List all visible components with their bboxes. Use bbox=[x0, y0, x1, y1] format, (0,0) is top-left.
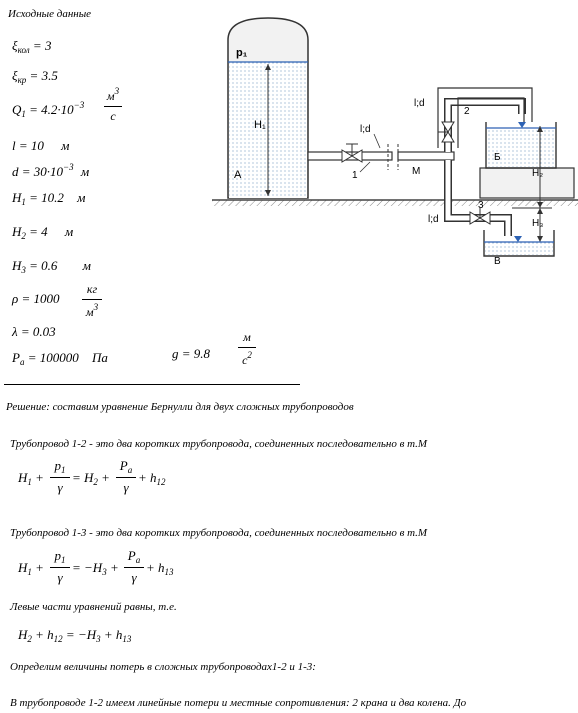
p1-label: p₁ bbox=[236, 47, 248, 59]
H1-unit: м bbox=[77, 190, 86, 205]
param-l: l = 10 м bbox=[12, 138, 70, 153]
lambda-value: 0.03 bbox=[32, 324, 56, 339]
pipe-2-label: 2 bbox=[464, 106, 470, 117]
param-H3: $H_3 = 0.6$ м bbox=[12, 258, 91, 275]
Pa-value: 100000 bbox=[39, 350, 79, 365]
eq2-loss: + $h_{13}$ bbox=[146, 560, 174, 577]
Pa-unit: Па bbox=[91, 350, 108, 365]
Q1-unit-num: м bbox=[106, 89, 115, 103]
eq1-loss: + $h_{12}$ bbox=[138, 470, 166, 487]
Q1-value: 4.2·10 bbox=[41, 102, 74, 117]
reservoir-v-level-mark bbox=[514, 236, 522, 242]
reservoir-v-label: В bbox=[494, 256, 501, 267]
determine-losses: Определим величины потерь в сложных трубопроводах1-2 и 1-3: bbox=[10, 661, 316, 673]
param-rho: ρ = 1000 bbox=[12, 291, 60, 306]
param-d: $d = 30\cdot 10^{-3}$ м bbox=[12, 162, 90, 179]
Q1-unit-den: с bbox=[110, 109, 116, 123]
l-value: 10 bbox=[30, 138, 44, 153]
H3-unit: м bbox=[82, 258, 91, 273]
left-parts-equal: Левые части уравнений равны, т.е. bbox=[10, 601, 177, 613]
param-xi-kol: $\xi_{кол} = 3$ bbox=[12, 38, 52, 55]
H2-value: 4 bbox=[41, 224, 48, 239]
pipeline-diagram bbox=[212, 10, 578, 268]
xi-kr-value: 3.5 bbox=[41, 68, 58, 83]
junction-M-label: M bbox=[412, 166, 421, 177]
d-exp: −3 bbox=[63, 162, 74, 172]
eq2-frac-p1: $p_1$ γ bbox=[50, 548, 70, 586]
param-xi-kr: $\xi_{кр} = 3.5$ bbox=[12, 68, 58, 85]
section-divider bbox=[4, 384, 300, 385]
rho-unit bbox=[82, 282, 102, 320]
given-header: Исходные данные bbox=[8, 8, 92, 20]
equation-2: $H_1$ + bbox=[18, 560, 44, 577]
param-H1: $H_1 = 10.2$ м bbox=[12, 190, 86, 207]
reservoir-v-water bbox=[485, 242, 553, 255]
H1-value: 10.2 bbox=[41, 190, 64, 205]
Q1-exp: −3 bbox=[73, 100, 85, 110]
pipe-1-continued bbox=[398, 152, 454, 160]
pipe-1-label: 1 bbox=[352, 170, 358, 181]
g-unit-num: м bbox=[243, 330, 251, 344]
H2-label: H₂ bbox=[532, 168, 544, 179]
d-unit: м bbox=[80, 164, 90, 179]
ld-label-top: l;d bbox=[414, 98, 425, 109]
rho-value: 1000 bbox=[33, 291, 60, 306]
tank-a-label: A bbox=[234, 169, 242, 181]
reservoir-b-level-mark bbox=[518, 122, 526, 128]
H1-label: H₁ bbox=[254, 119, 266, 131]
g-value: 9.8 bbox=[193, 346, 211, 361]
param-g: g = 9.8 bbox=[172, 346, 211, 361]
l-unit: м bbox=[61, 138, 70, 153]
Q1-unit bbox=[104, 86, 122, 124]
Q1-unit-num-exp: 3 bbox=[114, 86, 120, 96]
eq2-middle: = $-H_3$ + bbox=[72, 560, 119, 577]
param-H2: $H_2 = 4$ м bbox=[12, 224, 74, 241]
pipe-3-label: 3 bbox=[478, 200, 484, 211]
ground-hatch bbox=[212, 200, 578, 206]
equation-1: $H_1$ + bbox=[18, 470, 44, 487]
H3-label: H₃ bbox=[532, 218, 544, 229]
d-value: 30·10 bbox=[33, 164, 64, 179]
xi-kol-value: 3 bbox=[44, 38, 52, 53]
g-unit bbox=[238, 330, 256, 368]
rho-unit-den: м bbox=[85, 305, 94, 319]
H2-unit: м bbox=[64, 224, 74, 239]
H3-value: 0.6 bbox=[41, 258, 58, 273]
ld-label-left: l;d bbox=[360, 124, 371, 135]
eq1-middle: = $H_2$ + bbox=[72, 470, 110, 487]
reservoir-b-stand bbox=[480, 168, 574, 198]
pipe-1-2-description: Трубопровод 1-2 - это два коротких трубопровода, соединенных последовательно в т.М bbox=[10, 438, 428, 450]
pipe-1-2-losses: В трубопроводе 1-2 имеем линейные потери и местные сопротивления: 2 крана и два колена. До bbox=[10, 697, 467, 709]
pipe-1-3-description: Трубопровод 1-3 - это два коротких трубопровода, соединенных последовательно в т.М bbox=[10, 527, 428, 539]
param-Q1: $Q_1 = 4.2\cdot 10^{-3}$ bbox=[12, 100, 85, 119]
rho-unit-den-exp: 3 bbox=[93, 302, 99, 312]
eq1-frac-p1: $p_1$ γ bbox=[50, 458, 70, 496]
ld-label-bottom: l;d bbox=[428, 214, 439, 225]
param-Pa: $P_a = 100000$ Па bbox=[12, 350, 108, 367]
g-unit-den-exp: 2 bbox=[247, 350, 252, 360]
solution-intro: Решение: составим уравнение Бернулли для двух сложных трубопроводов bbox=[6, 401, 354, 413]
eq2-frac-pa: $P_a$ γ bbox=[124, 548, 144, 586]
rho-unit-num: кг bbox=[86, 282, 98, 296]
g-unit-den: с bbox=[242, 353, 248, 367]
param-lambda: λ = 0.03 bbox=[12, 324, 56, 339]
eq1-frac-pa: $P_a$ γ bbox=[116, 458, 136, 496]
equation-3: $H_2 + h_{12} = -H_3 + h_{13}$ bbox=[18, 627, 132, 644]
reservoir-b-label: Б bbox=[494, 152, 501, 163]
